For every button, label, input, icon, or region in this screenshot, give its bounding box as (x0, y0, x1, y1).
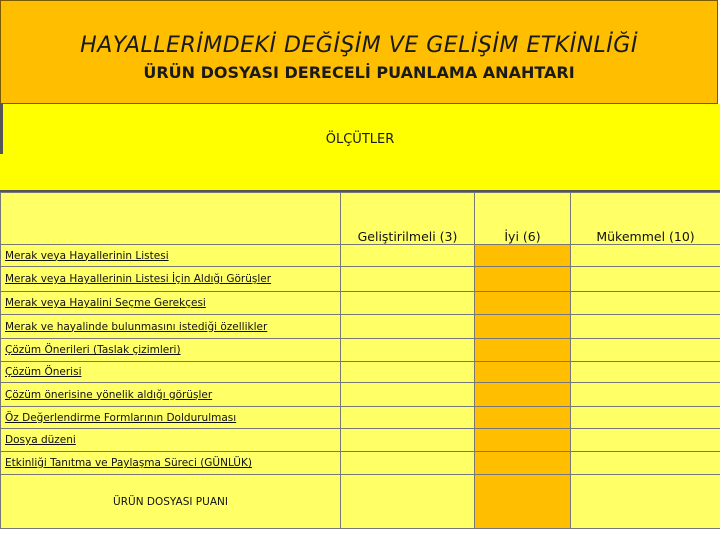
table-row (1, 292, 720, 315)
score-cell[interactable] (475, 267, 571, 292)
table-row (1, 339, 720, 362)
score-cell[interactable] (341, 429, 475, 452)
column-header-criterion (1, 193, 341, 245)
score-cell[interactable] (475, 339, 571, 362)
score-cell[interactable] (341, 475, 475, 529)
score-cell[interactable] (571, 475, 720, 529)
score-cell[interactable] (475, 383, 571, 407)
table-row (1, 362, 720, 383)
score-cell[interactable] (475, 362, 571, 383)
score-cell[interactable] (571, 267, 720, 292)
page-subtitle: ÜRÜN DOSYASI DERECELİ PUANLAMA ANAHTARI (143, 63, 575, 82)
score-cell[interactable] (341, 339, 475, 362)
column-header-needs-improvement: Geliştirilmeli (3) (341, 193, 475, 245)
score-cell[interactable] (475, 407, 571, 429)
criteria-label: ÖLÇÜTLER (325, 132, 395, 147)
table-row (1, 245, 720, 267)
table-row (1, 267, 720, 292)
score-cell[interactable] (341, 245, 475, 267)
table-header-row (1, 193, 720, 245)
criterion-label: Etkinliği Tanıtma ve Paylaşma Süreci (GÜNLÜK) (1, 452, 341, 475)
criterion-label: Çözüm önerisine yönelik aldığı görüşler (1, 383, 341, 407)
table-row (1, 383, 720, 407)
score-cell[interactable] (571, 362, 720, 383)
criterion-label: Merak veya Hayalini Seçme Gerekçesi (1, 292, 341, 315)
criteria-section (0, 104, 720, 192)
page-title: HAYALLERİMDEKİ DEĞİŞİM VE GELİŞİM ETKİNLİĞİ (80, 33, 638, 58)
score-cell[interactable] (475, 292, 571, 315)
criterion-label: Dosya düzeni (1, 429, 341, 452)
score-cell[interactable] (571, 452, 720, 475)
rubric-table (0, 192, 720, 529)
criterion-label: Merak veya Hayallerinin Listesi (1, 245, 341, 267)
score-cell[interactable] (475, 475, 571, 529)
criterion-label: Merak veya Hayallerinin Listesi İçin Aldığı Görüşler (1, 267, 341, 292)
score-cell[interactable] (475, 429, 571, 452)
score-cell[interactable] (341, 292, 475, 315)
table-row (1, 429, 720, 452)
table-row (1, 452, 720, 475)
table-row (1, 315, 720, 339)
criterion-label: Çözüm Önerileri (Taslak çizimleri) (1, 339, 341, 362)
score-cell[interactable] (341, 407, 475, 429)
score-cell[interactable] (571, 407, 720, 429)
score-cell[interactable] (341, 452, 475, 475)
score-cell[interactable] (571, 245, 720, 267)
criterion-label: Öz Değerlendirme Formlarının Doldurulması (1, 407, 341, 429)
score-cell[interactable] (341, 362, 475, 383)
score-cell[interactable] (571, 383, 720, 407)
table-row (1, 407, 720, 429)
header-banner (0, 0, 718, 104)
total-row (1, 475, 720, 529)
score-cell[interactable] (341, 267, 475, 292)
score-cell[interactable] (341, 383, 475, 407)
score-cell[interactable] (571, 339, 720, 362)
score-cell[interactable] (571, 429, 720, 452)
score-cell[interactable] (571, 315, 720, 339)
column-header-excellent: Mükemmel (10) (571, 193, 720, 245)
score-cell[interactable] (475, 315, 571, 339)
column-header-good: İyi (6) (475, 193, 571, 245)
score-cell[interactable] (341, 315, 475, 339)
score-cell[interactable] (475, 452, 571, 475)
criterion-label: Merak ve hayalinde bulunmasını istediği özellikler (1, 315, 341, 339)
score-cell[interactable] (475, 245, 571, 267)
total-label: ÜRÜN DOSYASI PUANI (1, 475, 341, 529)
criterion-label: Çözüm Önerisi (1, 362, 341, 383)
score-cell[interactable] (571, 292, 720, 315)
